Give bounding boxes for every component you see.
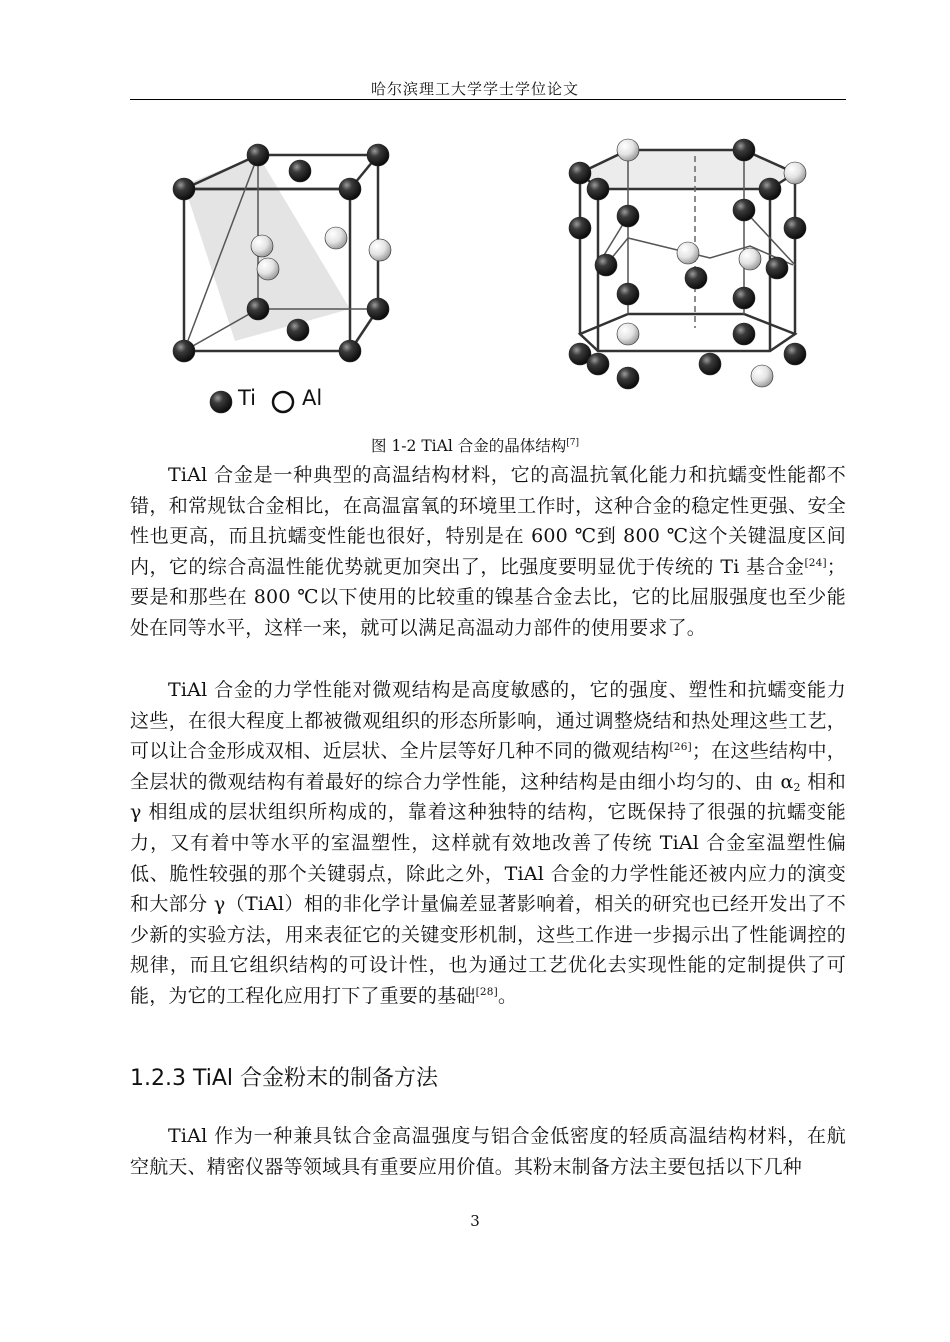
page-header: 哈尔滨理工大学学士学位论文 [370,80,579,98]
hexagonal-unit-cell [569,139,806,389]
ti-atom-icon [208,389,234,415]
paragraph-1-text-a: TiAl 合金是一种典型的高温结构材料，它的高温抗氧化能力和抗蠕变性能都不错，和常规钛合金相比，在高温富氧的环境里工作时，这种合金的稳定性更强、安全性也更高，而且抗蠕变性能也很好，特别是在 600 ℃到 800 ℃这个关键温度区间内，它的综合高温性能优势就更加突出了，比强度要明显优于传统的 Ti 基合金 [130,464,846,578]
l10-unit-cell [173,144,391,362]
legend-al-label: Al [302,386,323,410]
paragraph-1-text-b: ；要是和那些在 800 ℃以下使用的比较重的镍基合金去比，它的比屈服强度也至少能处在同等水平，这样一来，就可以满足高温动力部件的使用要求了。 [130,555,846,639]
figure-caption-text: 图 1-2 TiAl 合金的晶体结构 [371,437,567,455]
al-atom-icon [270,389,296,415]
crystal-structure-figure [150,128,850,428]
paragraph-3: TiAl 作为一种兼具钛合金高温强度与铝合金低密度的轻质高温结构材料，在航空航天、精密仪器等领域具有重要应用价值。其粉末制备方法主要包括以下几种 [130,1125,846,1178]
page-number: 3 [470,1212,480,1230]
citation-26: [26] [669,741,692,754]
paragraph-2-text-a: TiAl 合金的力学性能对微观结构是高度敏感的，它的强度、塑性和抗蠕变能力这些，在很大程度上都被微观组织的形态所影响，通过调整烧结和热处理这些工艺，可以让合金形成双相、近层状、全片层等好几种不同的微观结构 [130,679,846,763]
citation-24: [24] [804,556,827,569]
paragraph-2-text-c: 相和 γ 相组成的层状组织所构成的，靠着这种独特的结构，它既保持了很强的抗蠕变能力，又有着中等水平的室温塑性，这样就有效地改善了传统 TiAl 合金室温塑性偏低、脆性较强的那个关键弱点，除此之外，TiAl 合金的力学性能还被内应力的演变和大部分 γ（TiAl）相的非化学计量偏差显著影响着，相关的研究也已经开发出了不少新的实验方法，用来表征它的关键变形机制，这些工作进一步揭示出了性能调控的规律，而且它组织结构的可设计性，也为通过工艺优化去实现性能的定制提供了可能，为它的工程化应用打下了重要的基础 [130,770,847,1007]
citation-28: [28] [475,985,498,998]
legend-ti-label: Ti [238,386,257,410]
paragraph-2-text-d: 。 [497,984,518,1007]
header-rule [130,99,846,100]
alpha-subscript: 2 [793,780,801,794]
figure-caption [0,434,950,456]
paragraph-1 [130,460,846,644]
paragraph-2 [130,675,846,1012]
paragraph-2-text-b: ；在这些结构中，全层状的微观结构有着最好的综合力学性能，这种结构是由细小均匀的、由 α [130,740,846,793]
section-heading: 1.2.3 TiAl 合金粉末的制备方法 [130,1066,439,1091]
figure-caption-ref: [7] [566,438,579,448]
